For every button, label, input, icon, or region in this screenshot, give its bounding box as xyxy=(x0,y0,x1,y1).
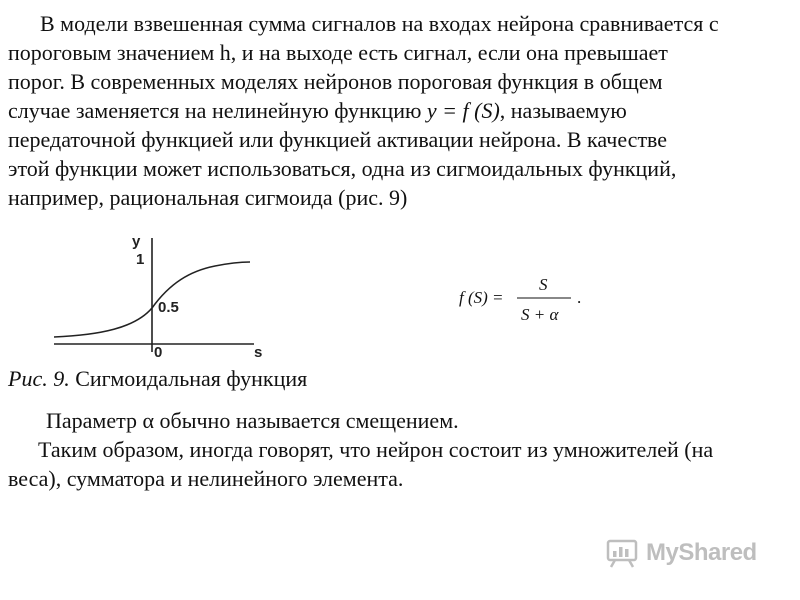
formula-period: . xyxy=(577,288,582,307)
paragraph-conclusion xyxy=(8,406,792,493)
midpoint-label: 0.5 xyxy=(158,299,179,316)
inline-formula: y = f (S) xyxy=(426,98,500,123)
figure-caption xyxy=(8,364,307,393)
text-span: случае заменяется на нелинейную функцию xyxy=(8,98,427,123)
paragraph-line: Таким образом, иногда говорят, что нейрон состоит из умножителей (на xyxy=(38,437,714,462)
paragraph-line: например, рациональная сигмоида (рис. 9) xyxy=(8,185,408,210)
formula-numerator: S xyxy=(539,275,548,294)
y-tick-one: 1 xyxy=(136,251,145,268)
paragraph-line: пороговым значением h, и на выходе есть сигнал, если она превышает xyxy=(8,40,668,65)
origin-label: 0 xyxy=(154,344,163,360)
sigmoid-formula xyxy=(455,268,595,328)
x-axis-label: s xyxy=(254,344,263,360)
caption-label: Рис. 9. xyxy=(8,366,70,391)
paragraph-line: веса), сумматора и нелинейного элемента. xyxy=(8,466,404,491)
y-axis-label: y xyxy=(132,233,141,250)
presentation-icon xyxy=(606,538,640,568)
paragraph-intro xyxy=(8,9,792,212)
watermark xyxy=(606,538,757,568)
paragraph-line xyxy=(8,96,792,125)
paragraph-line: Параметр α обычно называется смещением. xyxy=(46,408,459,433)
formula-denominator: S + α xyxy=(521,305,559,324)
watermark-brand: MyShared xyxy=(646,539,757,566)
sigmoid-graph xyxy=(40,228,270,360)
caption-text: Сигмоидальная функция xyxy=(69,366,308,391)
paragraph-line: этой функции может использоваться, одна из сигмоидальных функций, xyxy=(8,156,677,181)
paragraph-line: В модели взвешенная сумма сигналов на входах нейрона сравнивается с xyxy=(40,11,719,36)
text-span: , называемую xyxy=(499,98,627,123)
paragraph-line: порог. В современных моделях нейронов пороговая функция в общем xyxy=(8,69,663,94)
paragraph-line: передаточной функцией или функцией активации нейрона. В качестве xyxy=(8,127,668,152)
formula-lhs: f (S) = xyxy=(459,288,504,307)
